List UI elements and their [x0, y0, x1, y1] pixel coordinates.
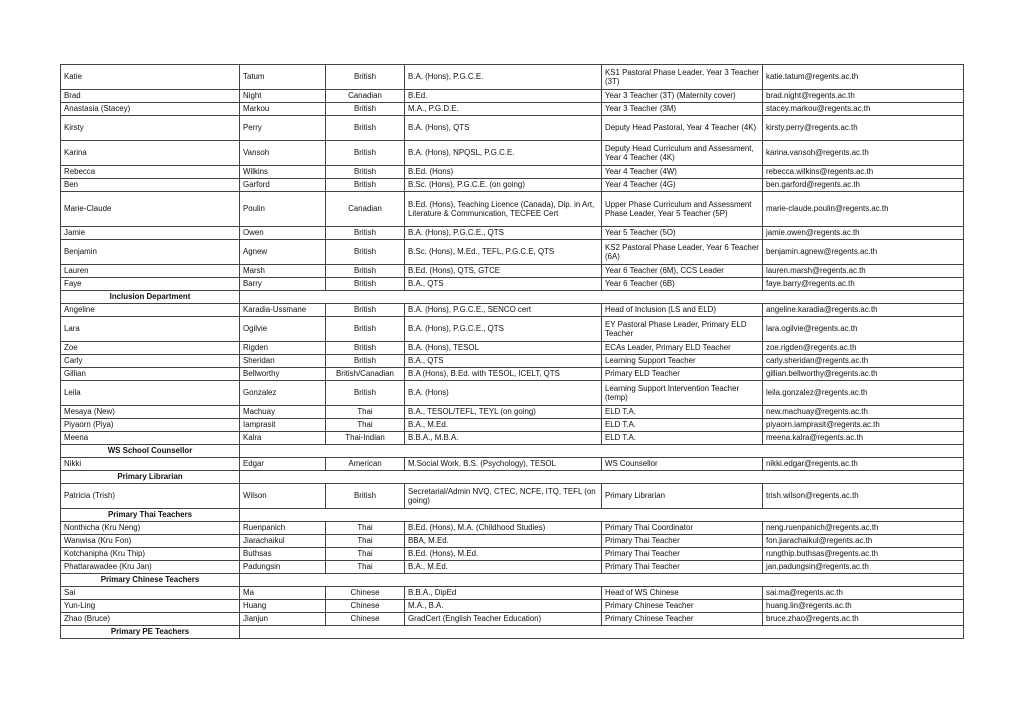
staff-row — [61, 166, 964, 179]
last-name-cell: Iamprasit — [240, 419, 326, 432]
last-name-cell: Wilkins — [240, 166, 326, 179]
nationality-cell: British — [326, 355, 405, 368]
section-title: Primary PE Teachers — [61, 626, 240, 639]
first-name-cell: Nikki — [61, 458, 240, 471]
email-cell: stacey.markou@regents.ac.th — [763, 103, 964, 116]
qualifications-cell: B.A., QTS — [405, 278, 602, 291]
nationality-cell: Thai — [326, 535, 405, 548]
qualifications-cell: B.B.A., M.B.A. — [405, 432, 602, 445]
last-name-cell: Wilson — [240, 484, 326, 509]
email-cell: sai.ma@regents.ac.th — [763, 587, 964, 600]
nationality-cell: Chinese — [326, 587, 405, 600]
staff-table — [60, 64, 964, 639]
qualifications-cell: B.A., M.Ed. — [405, 561, 602, 574]
first-name-cell: Marie-Claude — [61, 192, 240, 227]
staff-row — [61, 227, 964, 240]
email-cell: neng.ruenpanich@regents.ac.th — [763, 522, 964, 535]
qualifications-cell: B.A. (Hons), P.G.C.E., QTS — [405, 227, 602, 240]
last-name-cell: Markou — [240, 103, 326, 116]
email-cell: benjamin.agnew@regents.ac.th — [763, 240, 964, 265]
email-cell: new.machuay@regents.ac.th — [763, 406, 964, 419]
role-cell: KS2 Pastoral Phase Leader, Year 6 Teacher (6A) — [602, 240, 763, 265]
staff-row — [61, 141, 964, 166]
first-name-cell: Karina — [61, 141, 240, 166]
first-name-cell: Phattarawadee (Kru Jan) — [61, 561, 240, 574]
qualifications-cell: B.A. (Hons), QTS — [405, 116, 602, 141]
first-name-cell: Lara — [61, 317, 240, 342]
email-cell: carly.sheridan@regents.ac.th — [763, 355, 964, 368]
email-cell: ben.garford@regents.ac.th — [763, 179, 964, 192]
nationality-cell: Canadian — [326, 192, 405, 227]
role-cell: Learning Support Intervention Teacher (temp) — [602, 381, 763, 406]
nationality-cell: British — [326, 381, 405, 406]
qualifications-cell: B.Sc. (Hons), M.Ed., TEFL, P.G.C.E, QTS — [405, 240, 602, 265]
email-cell: trish.wilson@regents.ac.th — [763, 484, 964, 509]
qualifications-cell: B.Ed. (Hons) — [405, 166, 602, 179]
last-name-cell: Kalra — [240, 432, 326, 445]
role-cell: Year 4 Teacher (4W) — [602, 166, 763, 179]
role-cell: ELD T.A. — [602, 432, 763, 445]
email-cell: bruce.zhao@regents.ac.th — [763, 613, 964, 626]
section-header-row — [61, 471, 964, 484]
first-name-cell: Brad — [61, 90, 240, 103]
email-cell: rebecca.wilkins@regents.ac.th — [763, 166, 964, 179]
qualifications-cell: Secretarial/Admin NVQ, CTEC, NCFE, ITQ, TEFL (on going) — [405, 484, 602, 509]
last-name-cell: Padungsin — [240, 561, 326, 574]
first-name-cell: Katie — [61, 65, 240, 90]
qualifications-cell: GradCert (English Teacher Education) — [405, 613, 602, 626]
qualifications-cell: B.B.A., DipEd — [405, 587, 602, 600]
last-name-cell: Barry — [240, 278, 326, 291]
first-name-cell: Jamie — [61, 227, 240, 240]
role-cell: Learning Support Teacher — [602, 355, 763, 368]
role-cell: Upper Phase Curriculum and Assessment Phase Leader, Year 5 Teacher (5P) — [602, 192, 763, 227]
staff-table-body — [61, 65, 964, 639]
qualifications-cell: B.A. (Hons), P.G.C.E., QTS — [405, 317, 602, 342]
qualifications-cell: B.A. (Hons) — [405, 381, 602, 406]
role-cell: Primary Chinese Teacher — [602, 613, 763, 626]
nationality-cell: British — [326, 317, 405, 342]
nationality-cell: British — [326, 179, 405, 192]
last-name-cell: Machuay — [240, 406, 326, 419]
nationality-cell: Canadian — [326, 90, 405, 103]
first-name-cell: Rebecca — [61, 166, 240, 179]
staff-row — [61, 484, 964, 509]
nationality-cell: Thai-Indian — [326, 432, 405, 445]
staff-row — [61, 368, 964, 381]
last-name-cell: Jianjun — [240, 613, 326, 626]
nationality-cell: British — [326, 265, 405, 278]
nationality-cell: Thai — [326, 522, 405, 535]
role-cell: Primary Chinese Teacher — [602, 600, 763, 613]
nationality-cell: British — [326, 278, 405, 291]
role-cell: ELD T.A. — [602, 419, 763, 432]
nationality-cell: Thai — [326, 548, 405, 561]
staff-row — [61, 65, 964, 90]
role-cell: Deputy Head Curriculum and Assessment, Year 4 Teacher (4K) — [602, 141, 763, 166]
role-cell: ECAs Leader, Primary ELD Teacher — [602, 342, 763, 355]
role-cell: Year 3 Teacher (3M) — [602, 103, 763, 116]
last-name-cell: Vansoh — [240, 141, 326, 166]
staff-row — [61, 587, 964, 600]
email-cell: katie.tatum@regents.ac.th — [763, 65, 964, 90]
staff-row — [61, 561, 964, 574]
email-cell: leila.gonzalez@regents.ac.th — [763, 381, 964, 406]
qualifications-cell: M.A., B.A. — [405, 600, 602, 613]
qualifications-cell: BBA, M.Ed. — [405, 535, 602, 548]
nationality-cell: British — [326, 166, 405, 179]
last-name-cell: Bellworthy — [240, 368, 326, 381]
staff-row — [61, 535, 964, 548]
section-header-row — [61, 291, 964, 304]
nationality-cell: British/Canadian — [326, 368, 405, 381]
first-name-cell: Anastasia (Stacey) — [61, 103, 240, 116]
qualifications-cell: M.Social Work, B.S. (Psychology), TESOL — [405, 458, 602, 471]
last-name-cell: Huang — [240, 600, 326, 613]
first-name-cell: Piyaorn (Piya) — [61, 419, 240, 432]
first-name-cell: Patricia (Trish) — [61, 484, 240, 509]
staff-row — [61, 432, 964, 445]
nationality-cell: Thai — [326, 406, 405, 419]
last-name-cell: Jiarachaikul — [240, 535, 326, 548]
last-name-cell: Edgar — [240, 458, 326, 471]
role-cell: Head of WS Chinese — [602, 587, 763, 600]
first-name-cell: Kotchanipha (Kru Thip) — [61, 548, 240, 561]
section-header-row — [61, 509, 964, 522]
first-name-cell: Meena — [61, 432, 240, 445]
last-name-cell: Buthsas — [240, 548, 326, 561]
last-name-cell: Ruenpanich — [240, 522, 326, 535]
first-name-cell: Gillian — [61, 368, 240, 381]
email-cell: gillian.bellworthy@regents.ac.th — [763, 368, 964, 381]
section-header-row — [61, 574, 964, 587]
first-name-cell: Nonthicha (Kru Neng) — [61, 522, 240, 535]
email-cell: angeline.karadia@regents.ac.th — [763, 304, 964, 317]
nationality-cell: Chinese — [326, 613, 405, 626]
qualifications-cell: B.A. (Hons), TESOL — [405, 342, 602, 355]
email-cell: marie-claude.poulin@regents.ac.th — [763, 192, 964, 227]
role-cell: Year 3 Teacher (3T) (Maternity cover) — [602, 90, 763, 103]
email-cell: meena.kalra@regents.ac.th — [763, 432, 964, 445]
staff-row — [61, 116, 964, 141]
last-name-cell: Ogilvie — [240, 317, 326, 342]
staff-row — [61, 419, 964, 432]
staff-row — [61, 103, 964, 116]
email-cell: fon.jiarachaikul@regents.ac.th — [763, 535, 964, 548]
section-title: Inclusion Department — [61, 291, 240, 304]
role-cell: Primary ELD Teacher — [602, 368, 763, 381]
staff-row — [61, 613, 964, 626]
staff-row — [61, 381, 964, 406]
last-name-cell: Marsh — [240, 265, 326, 278]
role-cell: Deputy Head Pastoral, Year 4 Teacher (4K) — [602, 116, 763, 141]
nationality-cell: British — [326, 227, 405, 240]
role-cell: Year 5 Teacher (5O) — [602, 227, 763, 240]
email-cell: jan.padungsin@regents.ac.th — [763, 561, 964, 574]
role-cell: Primary Thai Teacher — [602, 561, 763, 574]
role-cell: KS1 Pastoral Phase Leader, Year 3 Teacher (3T) — [602, 65, 763, 90]
staff-row — [61, 265, 964, 278]
role-cell: Year 6 Teacher (6B) — [602, 278, 763, 291]
nationality-cell: British — [326, 304, 405, 317]
section-spacer-cell — [240, 471, 964, 484]
section-header-row — [61, 626, 964, 639]
role-cell: Year 4 Teacher (4G) — [602, 179, 763, 192]
nationality-cell: British — [326, 103, 405, 116]
qualifications-cell: M.A., P.G.D.E. — [405, 103, 602, 116]
qualifications-cell: B.Ed. (Hons), M.A. (Childhood Studies) — [405, 522, 602, 535]
staff-row — [61, 278, 964, 291]
qualifications-cell: B.Ed. (Hons), Teaching Licence (Canada), Dip. in Art, Literature & Communication, TECFEE Cert — [405, 192, 602, 227]
last-name-cell: Gonzalez — [240, 381, 326, 406]
email-cell: karina.vansoh@regents.ac.th — [763, 141, 964, 166]
qualifications-cell: B.Ed. (Hons), M.Ed. — [405, 548, 602, 561]
email-cell: piyaorn.iamprasit@regents.ac.th — [763, 419, 964, 432]
last-name-cell: Karadia-Ussmane — [240, 304, 326, 317]
section-title: Primary Chinese Teachers — [61, 574, 240, 587]
section-spacer-cell — [240, 291, 964, 304]
first-name-cell: Angeline — [61, 304, 240, 317]
staff-row — [61, 240, 964, 265]
email-cell: rungthip.buthsas@regents.ac.th — [763, 548, 964, 561]
staff-row — [61, 192, 964, 227]
role-cell: EY Pastoral Phase Leader, Primary ELD Teacher — [602, 317, 763, 342]
first-name-cell: Zoe — [61, 342, 240, 355]
nationality-cell: Chinese — [326, 600, 405, 613]
first-name-cell: Faye — [61, 278, 240, 291]
email-cell: lara.ogilvie@regents.ac.th — [763, 317, 964, 342]
staff-row — [61, 342, 964, 355]
first-name-cell: Lauren — [61, 265, 240, 278]
last-name-cell: Agnew — [240, 240, 326, 265]
first-name-cell: Wanwisa (Kru Fon) — [61, 535, 240, 548]
nationality-cell: Thai — [326, 561, 405, 574]
first-name-cell: Ben — [61, 179, 240, 192]
qualifications-cell: B.Ed. (Hons), QTS, GTCE — [405, 265, 602, 278]
section-spacer-cell — [240, 445, 964, 458]
last-name-cell: Night — [240, 90, 326, 103]
last-name-cell: Poulin — [240, 192, 326, 227]
email-cell: faye.barry@regents.ac.th — [763, 278, 964, 291]
qualifications-cell: B.Ed. — [405, 90, 602, 103]
staff-row — [61, 600, 964, 613]
last-name-cell: Sheridan — [240, 355, 326, 368]
nationality-cell: British — [326, 240, 405, 265]
nationality-cell: American — [326, 458, 405, 471]
qualifications-cell: B.A. (Hons), P.G.C.E., SENCO cert — [405, 304, 602, 317]
email-cell: kirsty.perry@regents.ac.th — [763, 116, 964, 141]
email-cell: lauren.marsh@regents.ac.th — [763, 265, 964, 278]
last-name-cell: Garford — [240, 179, 326, 192]
nationality-cell: British — [326, 65, 405, 90]
section-title: WS School Counsellor — [61, 445, 240, 458]
last-name-cell: Owen — [240, 227, 326, 240]
staff-row — [61, 548, 964, 561]
nationality-cell: British — [326, 342, 405, 355]
role-cell: ELD T.A. — [602, 406, 763, 419]
email-cell: jamie.owen@regents.ac.th — [763, 227, 964, 240]
nationality-cell: British — [326, 484, 405, 509]
nationality-cell: Thai — [326, 419, 405, 432]
section-header-row — [61, 445, 964, 458]
section-spacer-cell — [240, 509, 964, 522]
qualifications-cell: B.A. (Hons), P.G.C.E. — [405, 65, 602, 90]
qualifications-cell: B.A. (Hons), NPQSL, P.G.C.E. — [405, 141, 602, 166]
first-name-cell: Kirsty — [61, 116, 240, 141]
last-name-cell: Tatum — [240, 65, 326, 90]
email-cell: huang.lin@regents.ac.th — [763, 600, 964, 613]
staff-row — [61, 317, 964, 342]
email-cell: nikki.edgar@regents.ac.th — [763, 458, 964, 471]
first-name-cell: Zhao (Bruce) — [61, 613, 240, 626]
role-cell: Primary Thai Teacher — [602, 535, 763, 548]
section-title: Primary Librarian — [61, 471, 240, 484]
role-cell: Head of Inclusion (LS and ELD) — [602, 304, 763, 317]
first-name-cell: Mesaya (New) — [61, 406, 240, 419]
role-cell: Primary Librarian — [602, 484, 763, 509]
section-spacer-cell — [240, 626, 964, 639]
section-spacer-cell — [240, 574, 964, 587]
last-name-cell: Rigden — [240, 342, 326, 355]
first-name-cell: Sai — [61, 587, 240, 600]
qualifications-cell: B.Sc. (Hons), P.G.C.E. (on going) — [405, 179, 602, 192]
role-cell: Year 6 Teacher (6M), CCS Leader — [602, 265, 763, 278]
last-name-cell: Ma — [240, 587, 326, 600]
nationality-cell: British — [326, 116, 405, 141]
qualifications-cell: B.A., M.Ed. — [405, 419, 602, 432]
qualifications-cell: B.A., TESOL/TEFL, TEYL (on going) — [405, 406, 602, 419]
role-cell: Primary Thai Teacher — [602, 548, 763, 561]
last-name-cell: Perry — [240, 116, 326, 141]
staff-row — [61, 522, 964, 535]
staff-row — [61, 304, 964, 317]
role-cell: Primary Thai Coordinator — [602, 522, 763, 535]
first-name-cell: Carly — [61, 355, 240, 368]
staff-row — [61, 90, 964, 103]
role-cell: WS Counsellor — [602, 458, 763, 471]
staff-row — [61, 179, 964, 192]
first-name-cell: Benjamin — [61, 240, 240, 265]
staff-row — [61, 355, 964, 368]
qualifications-cell: B.A., QTS — [405, 355, 602, 368]
qualifications-cell: B.A (Hons), B.Ed. with TESOL, ICELT, QTS — [405, 368, 602, 381]
section-title: Primary Thai Teachers — [61, 509, 240, 522]
email-cell: brad.night@regents.ac.th — [763, 90, 964, 103]
first-name-cell: Leila — [61, 381, 240, 406]
email-cell: zoe.rigden@regents.ac.th — [763, 342, 964, 355]
staff-row — [61, 406, 964, 419]
first-name-cell: Yun-Ling — [61, 600, 240, 613]
nationality-cell: British — [326, 141, 405, 166]
staff-row — [61, 458, 964, 471]
